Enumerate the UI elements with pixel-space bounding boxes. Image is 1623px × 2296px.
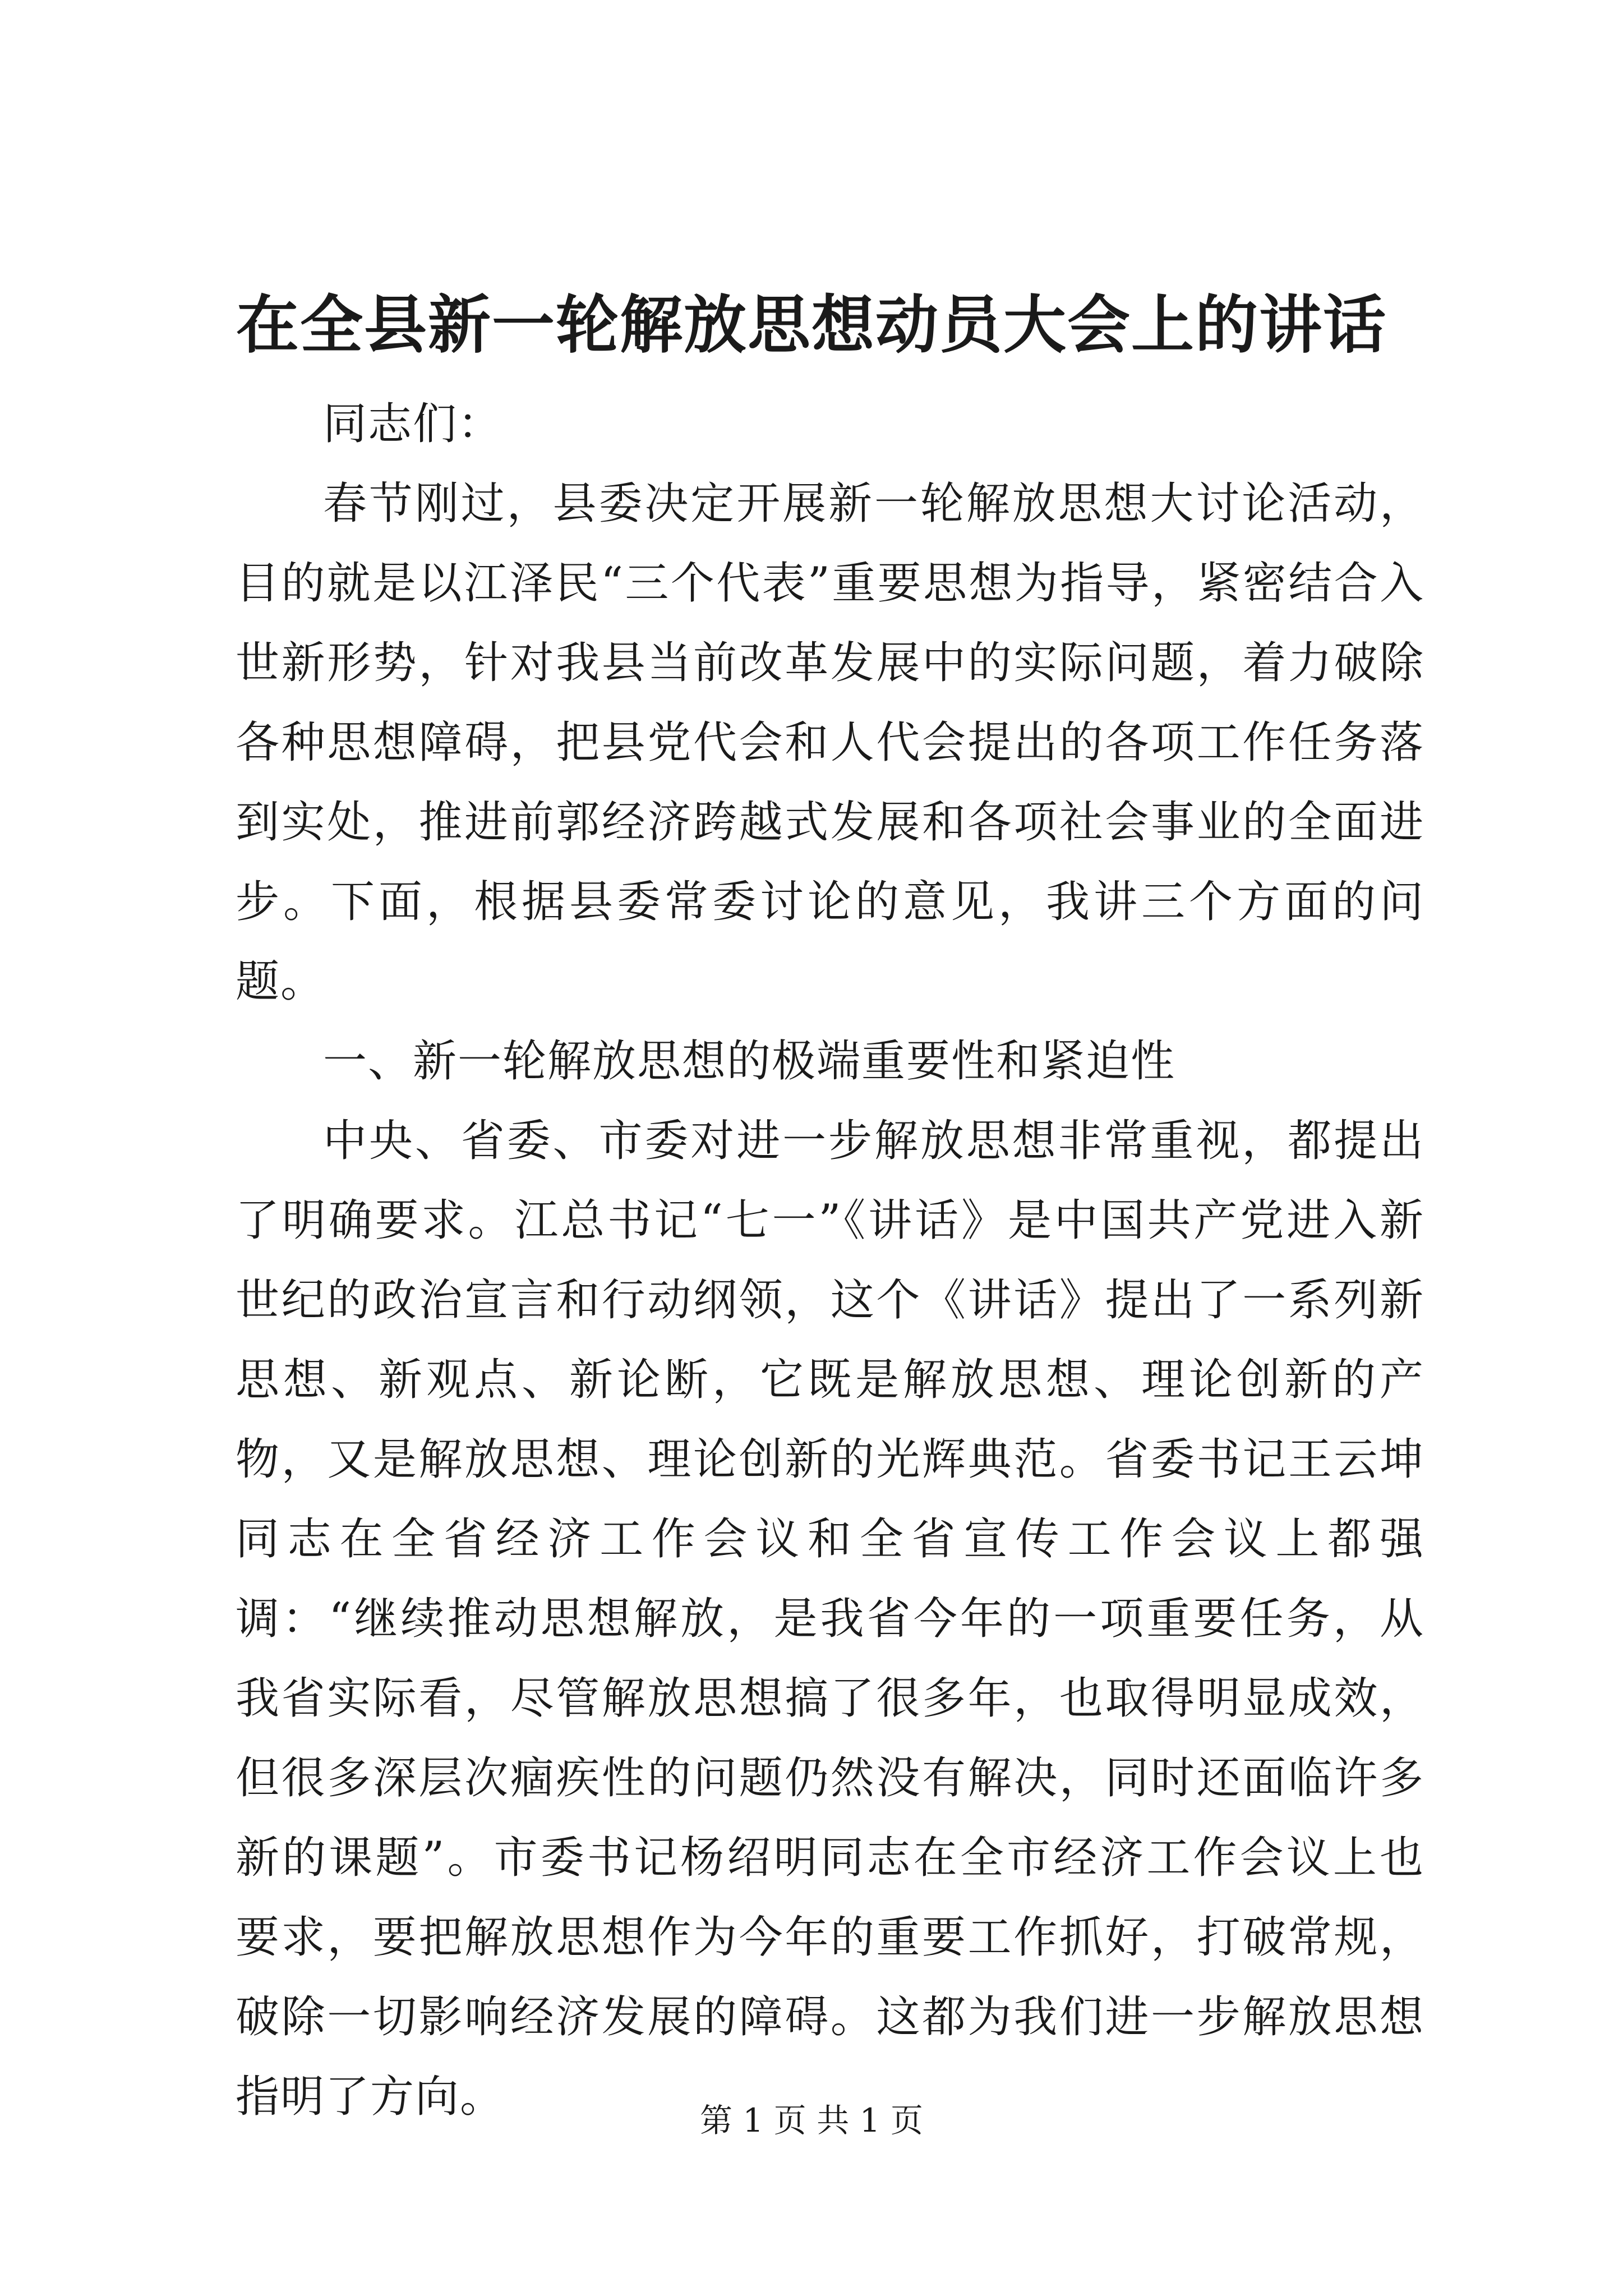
document-body [236, 384, 1424, 2137]
section-heading-1: 一、新一轮解放思想的极端重要性和紧迫性 [323, 1036, 1176, 1087]
paragraph-intro: 春节刚过，县委决定开展新一轮解放思想大讨论活动，目的就是以江泽民“三个代表”重要思想为指导，紧密结合入世新形势，针对我县当前改革发展中的实际问题，着力破除各种思想障碍，把县党代会和人代会提出的各项工作任务落到实处，推进前郭经济跨越式发展和各项社会事业的全面进步。下面，根据县委常委讨论的意见，我讲三个方面的问题。 [236, 478, 1424, 1007]
page-footer: 第 1 页 共 1 页 [700, 2101, 923, 2139]
paragraph-section-1: 中央、省委、市委对进一步解放思想非常重视，都提出了明确要求。江总书记“七一”《讲话》是中国共产党进入新世纪的政治宣言和行动纲领，这个《讲话》提出了一系列新思想、新观点、新论断，它既是解放思想、理论创新的产物，又是解放思想、理论创新的光辉典范。省委书记王云坤同志在全省经济工作会议和全省宣传工作会议上都强调：“继续推动思想解放，是我省今年的一项重要任务，从我省实际看，尽管解放思想搞了很多年，也取得明显成效，但很多深层次痼疾性的问题仍然没有解决，同时还面临许多新的课题”。市委书记杨绍明同志在全市经济工作会议上也要求，要把解放思想作为今年的重要工作抓好，打破常规，破除一切影响经济发展的障碍。这都为我们进一步解放思想指明了方向。 [236, 1116, 1424, 2122]
salutation: 同志们： [323, 399, 503, 449]
document-title: 在全县新一轮解放思想动员大会上的讲话 [236, 288, 1387, 362]
